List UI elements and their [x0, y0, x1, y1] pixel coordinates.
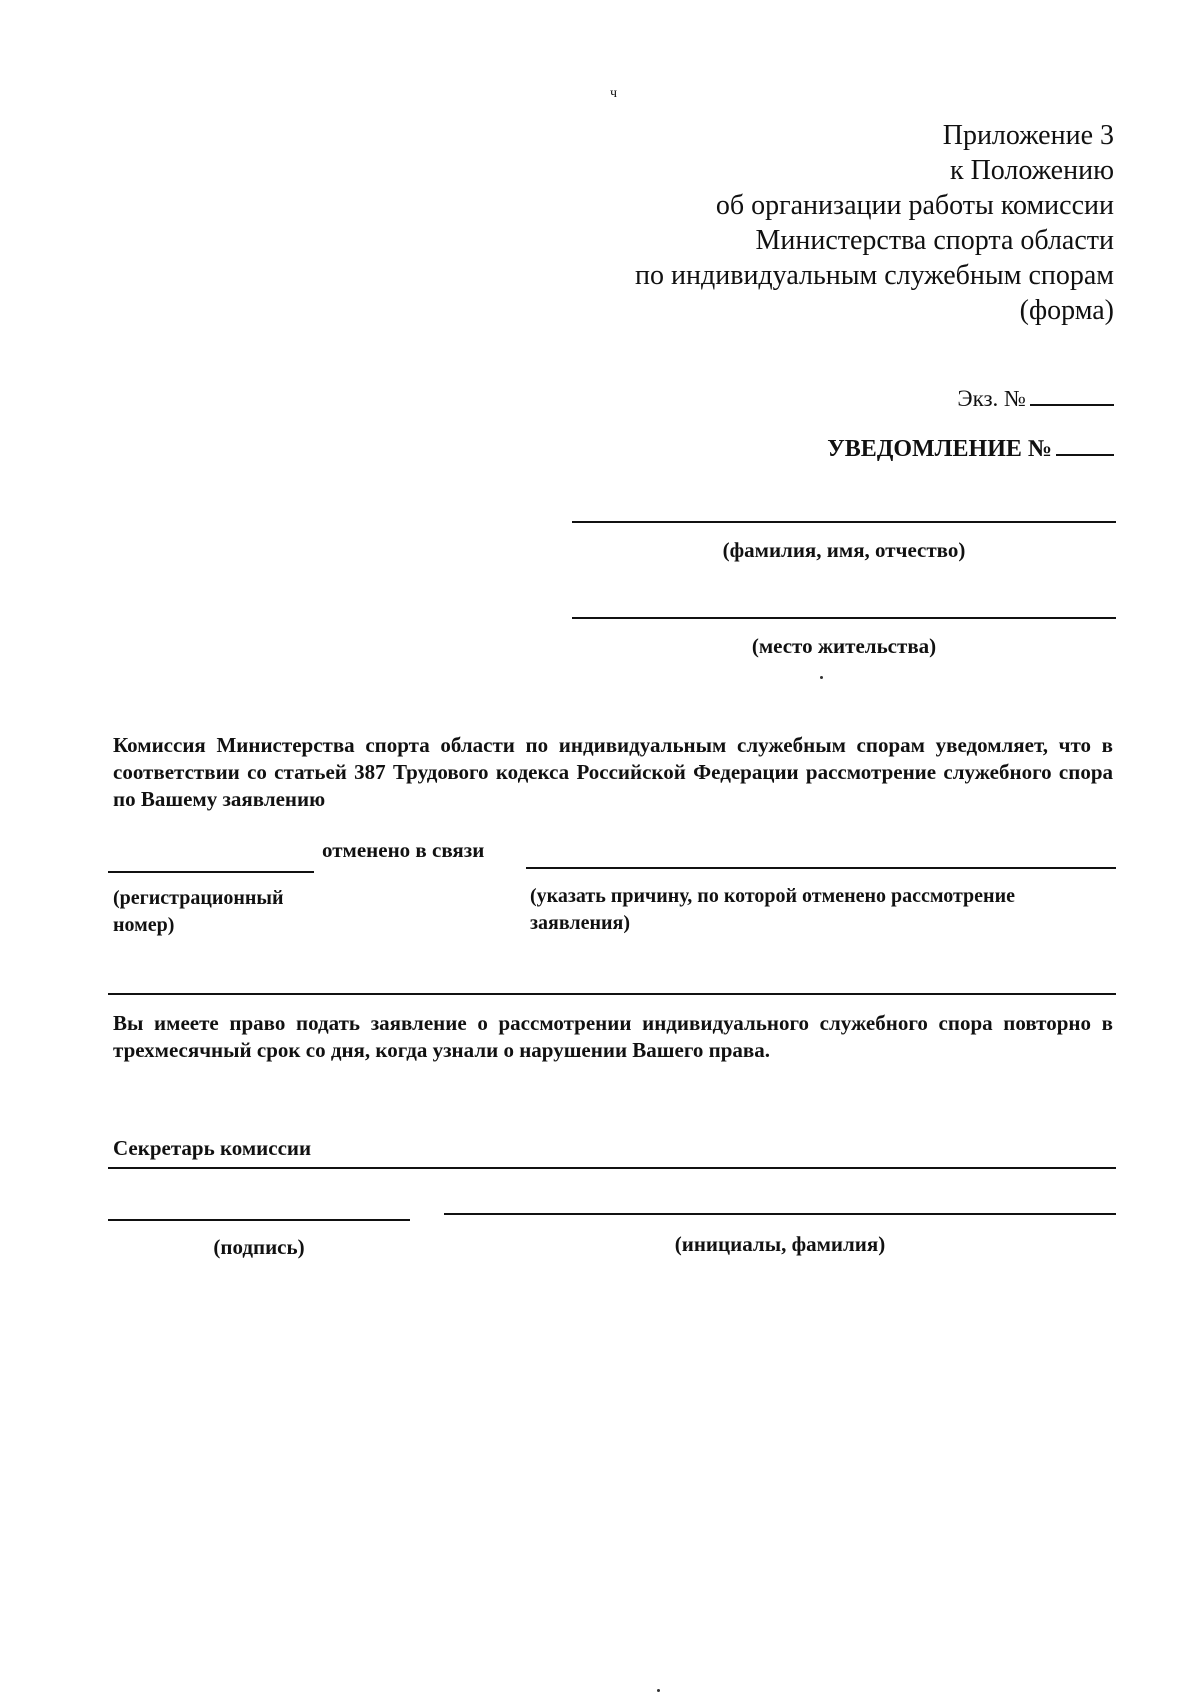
registration-number-line [108, 871, 314, 873]
appendix-line-5: по индивидуальным служебным спорам [635, 260, 1114, 291]
cancelled-text: отменено в связи [322, 838, 485, 862]
recipient-name-line [572, 521, 1116, 523]
copy-number-label: Экз. № [957, 386, 1026, 411]
appendix-header [514, 118, 1114, 328]
initials-caption: (инициалы, фамилия) [674, 1232, 886, 1256]
registration-number-caption [113, 885, 373, 939]
secretary-label: Секретарь комиссии [113, 1136, 312, 1160]
notice-title-label: УВЕДОМЛЕНИЕ № [827, 436, 1052, 462]
appendix-line-2: к Положению [949, 155, 1114, 186]
notice-paragraph: Комиссия Министерства спорта области по индивидуальным служебным спорам уведомляет, что в соответствии со статьей 387 Трудового кодекса Российской Федерации рассмотрение служебного спора по Вашему заявлению [113, 733, 1113, 811]
appendix-line-4: Министерства спорта области [755, 225, 1114, 256]
secretary-line [108, 1167, 1116, 1169]
scan-mark: ч [610, 86, 618, 101]
notice-number-blank [1056, 434, 1114, 456]
scan-dot [820, 676, 823, 679]
cancel-reason-line [526, 867, 1116, 869]
signature-line [108, 1219, 410, 1221]
cancel-reason-caption-line-1: (указать причину, по которой отменено рассмотрение [530, 885, 1015, 907]
copy-number [957, 384, 1114, 412]
appendix-line-3: об организации работы комиссии [715, 190, 1114, 221]
cancel-reason-caption [530, 883, 1120, 937]
reason-continuation-line [108, 993, 1116, 995]
form-label: (форма) [1019, 295, 1114, 326]
signature-caption: (подпись) [213, 1235, 305, 1259]
appendix-line-1: Приложение 3 [942, 120, 1114, 151]
notice-title [827, 434, 1114, 463]
scan-dot-bottom [657, 1689, 660, 1692]
copy-number-blank [1030, 384, 1114, 406]
recipient-address-line [572, 617, 1116, 619]
recipient-name-caption: (фамилия, имя, отчество) [722, 538, 966, 562]
recipient-address-caption: (место жительства) [751, 634, 937, 658]
registration-number-caption-line-2: номер) [113, 914, 175, 936]
cancel-reason-caption-line-2: заявления) [530, 912, 631, 934]
initials-line [444, 1213, 1116, 1215]
rights-paragraph: Вы имеете право подать заявление о рассмотрении индивидуального служебного спора повторно в трехмесячный срок со дня, когда узнали о нарушении Вашего права. [113, 1011, 1113, 1062]
registration-number-caption-line-1: (регистрационный [113, 887, 284, 909]
